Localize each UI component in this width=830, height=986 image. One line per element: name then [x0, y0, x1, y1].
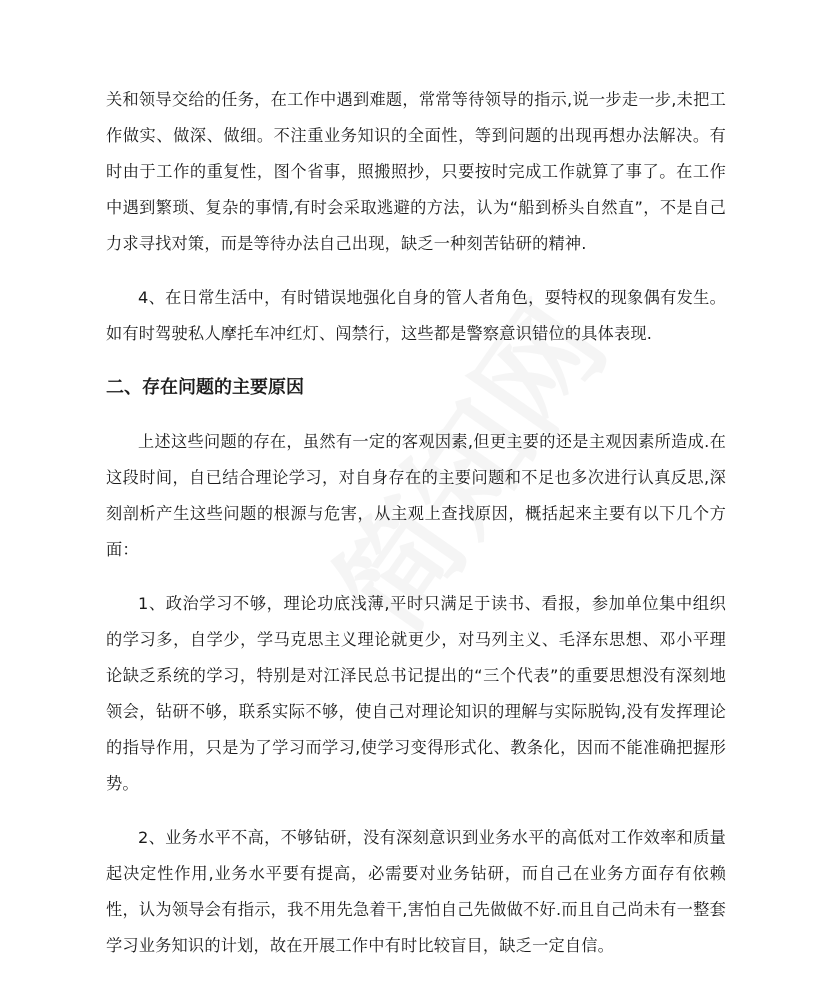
paragraph-item-2: 2、业务水平不高，不够钻研，没有深刻意识到业务水平的高低对工作效率和质量起决定性作用,业务水平要有提高，必需要对业务钻研，而自己在业务方面存有依赖性，认为领导会有指示，我不用先急着干,害怕自己先做做不好.而且自己尚未有一整套学习业务知识的计划，故在开展工作中有时比较盲目，缺乏一定自信。 — [106, 828, 726, 955]
document-page — [106, 82, 726, 964]
paragraph-item-4: 4、在日常生活中，有时错误地强化自身的管人者角色，耍特权的现象偶有发生。如有时驾驶私人摩托车冲红灯、闯禁行，这些都是警察意识错位的具体表现. — [106, 288, 726, 343]
section-heading: 二、存在问题的主要原因 — [106, 377, 304, 398]
paragraph-item-1: 1、政治学习不够，理论功底浅薄,平时只满足于读书、看报，参加单位集中组织的学习多，自学少，学马克思主义理论就更少，对马列主义、毛泽东思想、邓小平理论缺乏系统的学习，特别是对江泽民总书记提出的“三个代表”的重要思想没有深刻地领会，钻研不够，联系实际不够，使自己对理论知识的理解与实际脱钩,没有发挥理论的指导作用，只是为了学习而学习,使学习变得形式化、教条化，因而不能准确把握形势。 — [106, 594, 726, 793]
paragraph-intro: 上述这些问题的存在，虽然有一定的客观因素,但更主要的还是主观因素所造成.在这段时间，自已结合理论学习，对自身存在的主要问题和不足也多次进行认真反思,深刻剖析产生这些问题的根源与危害，从主观上查找原因，概括起来主要有以下几个方面： — [106, 432, 726, 559]
paragraph-continuation: 关和领导交给的任务，在工作中遇到难题，常常等待领导的指示,说一步走一步,未把工作做实、做深、做细。不注重业务知识的全面性，等到问题的出现再想办法解决。有时由于工作的重复性，图个省事，照搬照抄，只要按时完成工作就算了事了。在工作中遇到繁琐、复杂的事情,有时会采取逃避的方法，认为“船到桥头自然直”，不是自己力求寻找对策，而是等待办法自己出现，缺乏一种刻苦钻研的精神. — [106, 90, 726, 253]
